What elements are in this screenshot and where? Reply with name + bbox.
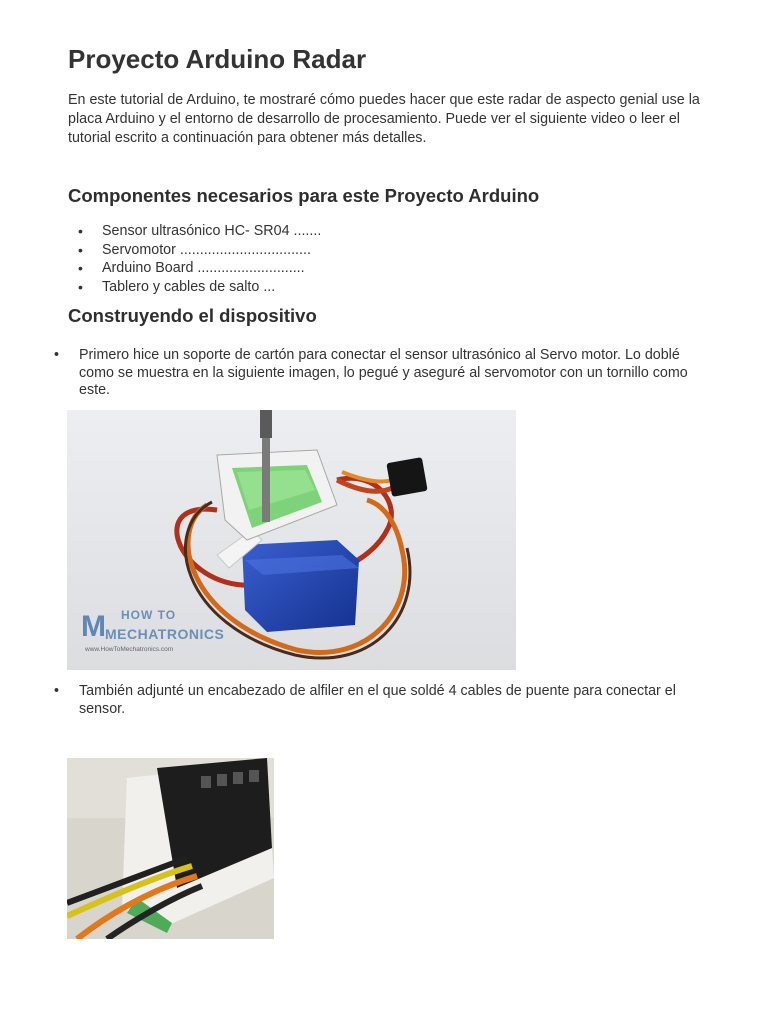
watermark-line1: HOW TO [121, 608, 177, 622]
watermark-letter: M [81, 610, 106, 643]
build-heading: Construyendo el dispositivo [68, 305, 317, 326]
components-list [68, 222, 321, 296]
watermark-line2: MECHATRONICS [105, 626, 225, 642]
list-item: • Arduino Board ........................... [68, 259, 321, 278]
build-step-1 [54, 347, 704, 400]
list-item: • Sensor ultrasónico HC- SR04 ....... [68, 222, 321, 241]
list-item: • Servomotor ................................. [68, 241, 321, 260]
components-heading: Componentes necesarios para este Proyecto Arduino [68, 185, 540, 206]
watermark-url: www.HowToMechatronics.com [85, 646, 174, 653]
pin-header-photo [67, 758, 274, 939]
bullet-icon: • [54, 347, 60, 363]
bullet-icon: • [54, 683, 60, 699]
step-text: También adjunté un encabezado de alfiler en el que soldé 4 cables de puente para conectar el sensor. [79, 683, 676, 717]
intro-paragraph: En este tutorial de Arduino, te mostraré cómo puedes hacer que este radar de aspecto genial use la placa Arduino y el entorno de desarrollo de procesamiento. Puede ver el siguiente video o leer el tutorial escrito a continuación para obtener más detalles. [68, 92, 700, 146]
servo-bracket-photo [67, 410, 516, 670]
list-item: • Tablero y cables de salto ... [68, 278, 321, 297]
page-title: Proyecto Arduino Radar [68, 44, 367, 74]
step-text: Primero hice un soporte de cartón para conectar el sensor ultrasónico al Servo motor. Lo doblé como se muestra en la siguiente imagen, lo pegué y aseguré al servomotor con un tornillo como este. [79, 347, 688, 398]
build-step-2 [54, 683, 704, 718]
pin-header-illustration [67, 758, 274, 939]
